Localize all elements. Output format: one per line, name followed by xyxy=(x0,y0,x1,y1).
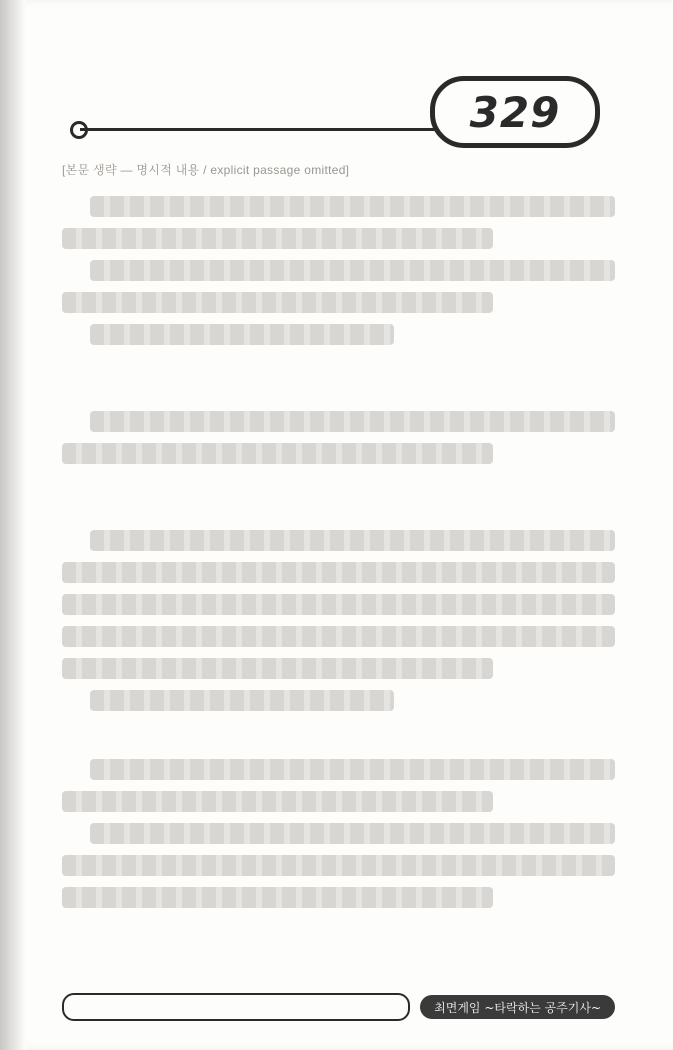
redacted-text-line xyxy=(90,411,615,432)
redacted-text-line xyxy=(90,196,615,217)
page-spine-shadow xyxy=(0,0,26,1050)
redacted-text-line xyxy=(90,324,394,345)
redacted-text-line xyxy=(90,823,615,844)
paragraph-spacer xyxy=(62,722,615,748)
footer-outline-box xyxy=(62,993,410,1021)
page-number-badge xyxy=(430,76,600,148)
paragraph-spacer xyxy=(62,356,615,400)
redacted-text-line xyxy=(90,530,615,551)
redacted-paragraph xyxy=(62,196,615,249)
book-title: 최면게임 ~타락하는 공주기사~ xyxy=(434,1000,601,1015)
redacted-text-line xyxy=(62,594,615,615)
page-footer xyxy=(62,992,615,1022)
redacted-paragraph xyxy=(62,530,615,679)
redacted-paragraph xyxy=(62,324,615,345)
redacted-text-line xyxy=(90,260,615,281)
redacted-text-line xyxy=(62,658,493,679)
page-number: 329 xyxy=(469,87,561,137)
redacted-text-line xyxy=(62,292,493,313)
redacted-text-line xyxy=(62,562,615,583)
redacted-text-line xyxy=(62,626,615,647)
redacted-text-line xyxy=(62,443,493,464)
redaction-notice: [본문 생략 — 명시적 내용 / explicit passage omitted] xyxy=(62,163,350,177)
redacted-text-line xyxy=(90,759,615,780)
redacted-paragraph xyxy=(62,260,615,313)
redacted-paragraph xyxy=(62,759,615,812)
redacted-paragraph xyxy=(62,690,615,711)
redacted-text-line xyxy=(90,690,394,711)
paragraph-spacer xyxy=(62,475,615,519)
page-header xyxy=(0,70,673,140)
redacted-text-line xyxy=(62,855,615,876)
redacted-paragraph xyxy=(62,823,615,908)
redacted-text-line xyxy=(62,887,493,908)
footer-title-pill xyxy=(420,995,615,1019)
redacted-text-line xyxy=(62,228,493,249)
redacted-text-line xyxy=(62,791,493,812)
redacted-paragraphs xyxy=(62,196,615,908)
header-rule xyxy=(80,128,480,131)
body-text-region xyxy=(62,155,615,919)
redacted-paragraph xyxy=(62,411,615,464)
